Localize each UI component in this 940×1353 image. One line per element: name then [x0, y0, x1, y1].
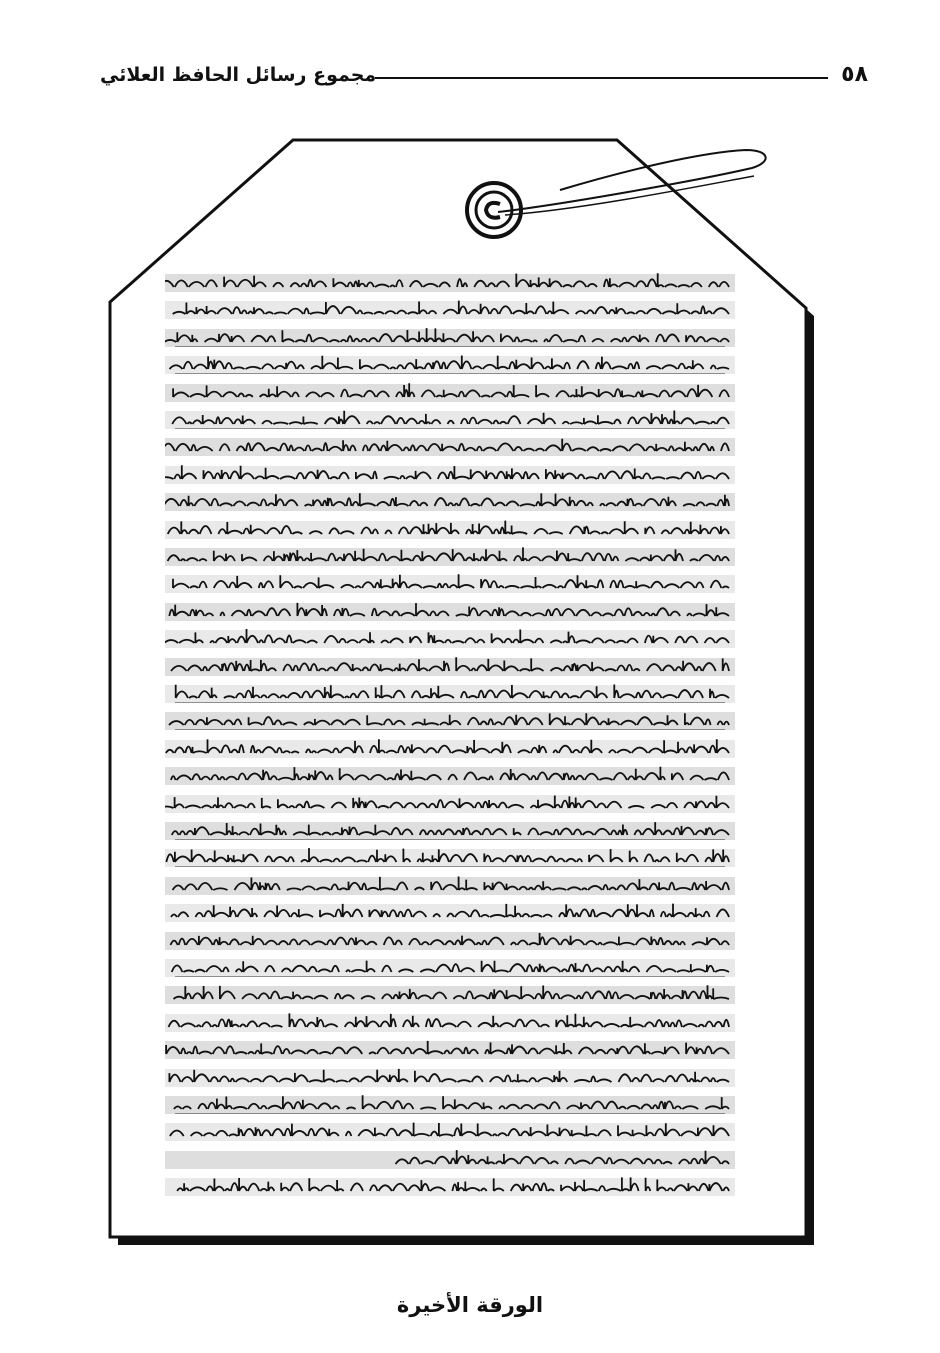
manuscript-line	[165, 1174, 735, 1196]
manuscript-line	[165, 352, 735, 374]
manuscript-line	[165, 489, 735, 511]
manuscript-line	[165, 708, 735, 730]
manuscript-line	[165, 900, 735, 922]
manuscript-line	[165, 1010, 735, 1032]
manuscript-line	[165, 325, 735, 347]
manuscript-line	[165, 297, 735, 319]
manuscript-line	[165, 845, 735, 867]
manuscript-line	[165, 434, 735, 456]
manuscript-line	[165, 763, 735, 785]
manuscript-line	[165, 544, 735, 566]
manuscript-line	[165, 626, 735, 648]
manuscript-line	[165, 1037, 735, 1059]
manuscript-line	[165, 791, 735, 813]
manuscript-line	[165, 982, 735, 1004]
manuscript-line	[165, 599, 735, 621]
manuscript-line	[165, 928, 735, 950]
book-title: مجموع رسائل الحافظ العلائي	[100, 64, 377, 86]
figure-caption: الورقة الأخيرة	[396, 1293, 544, 1317]
manuscript-line	[165, 380, 735, 402]
manuscript-line	[165, 654, 735, 676]
manuscript-line	[165, 270, 735, 292]
manuscript-line	[165, 818, 735, 840]
manuscript-line	[165, 873, 735, 895]
manuscript-line	[165, 1092, 735, 1114]
manuscript-line	[165, 407, 735, 429]
manuscript-line	[165, 462, 735, 484]
manuscript-line	[165, 736, 735, 758]
manuscript-line	[165, 1147, 735, 1169]
manuscript-line	[165, 1065, 735, 1087]
manuscript-page-image	[165, 262, 735, 1222]
manuscript-line	[165, 1119, 735, 1141]
page-number: ٥٨	[841, 62, 868, 87]
manuscript-line	[165, 517, 735, 539]
manuscript-line	[165, 681, 735, 703]
manuscript-line	[165, 955, 735, 977]
manuscript-line	[165, 571, 735, 593]
